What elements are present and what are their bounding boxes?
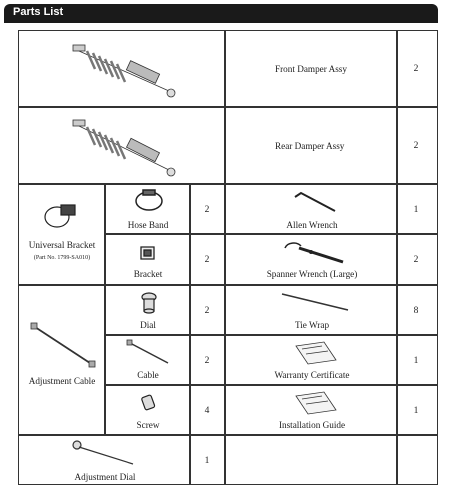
dial-cell (105, 285, 190, 335)
parts-table (18, 30, 438, 485)
adjustment-dial-illustration (71, 440, 137, 468)
universal-bracket-part-no: (Part No. 1799-SA010) (33, 255, 91, 261)
warranty-certificate-illustration (294, 340, 338, 366)
parts-list-header (4, 4, 438, 23)
cable-qty-cell (190, 335, 225, 385)
front-damper-label: Front Damper Assy (275, 64, 347, 74)
tie-wrap-qty: 8 (413, 306, 419, 316)
cable-cell (105, 335, 190, 385)
adjustment-cable-label: Adjustment Cable (28, 376, 96, 386)
screw-qty-cell (190, 385, 225, 435)
allen-wrench-label: Allen Wrench (286, 220, 338, 230)
universal-bracket-cell (18, 184, 105, 285)
spanner-wrench-qty: 2 (413, 255, 419, 265)
front-damper-qty-cell (397, 30, 438, 107)
tie-wrap-cell (225, 285, 397, 335)
warranty-qty: 1 (413, 356, 419, 366)
adjustment-cable-cell (18, 285, 105, 435)
installation-guide-cell (225, 385, 397, 435)
front-damper-qty: 2 (413, 64, 419, 74)
tie-wrap-qty-cell (397, 285, 438, 335)
adjustment-dial-qty-cell (190, 435, 225, 485)
hose-band-qty: 2 (204, 205, 210, 215)
cable-illustration (126, 339, 172, 367)
cable-label: Cable (137, 370, 159, 380)
screw-cell (105, 385, 190, 435)
spanner-wrench-qty-cell (397, 234, 438, 285)
bracket-qty-cell (190, 234, 225, 285)
adjustment-dial-qty: 1 (204, 456, 210, 466)
warranty-cell (225, 335, 397, 385)
screw-qty: 4 (204, 406, 210, 416)
installation-guide-label: Installation Guide (278, 420, 346, 430)
installation-guide-qty-cell (397, 385, 438, 435)
parts-list-title: Parts List (13, 6, 64, 18)
adjustment-dial-cell (18, 435, 190, 485)
installation-guide-qty: 1 (413, 406, 419, 416)
spanner-wrench-cell (225, 234, 397, 285)
dial-qty-cell (190, 285, 225, 335)
tie-wrap-illustration (278, 292, 352, 312)
adjustment-dial-label: Adjustment Dial (74, 472, 136, 482)
adjustment-cable-illustration (29, 321, 99, 371)
bracket-cell (105, 234, 190, 285)
rear-damper-label: Rear Damper Assy (275, 141, 345, 151)
hose-band-qty-cell (190, 184, 225, 234)
universal-bracket-illustration (41, 199, 81, 233)
bracket-qty: 2 (204, 255, 210, 265)
bracket-illustration (138, 243, 158, 263)
screw-label: Screw (136, 420, 160, 430)
warranty-qty-cell (397, 335, 438, 385)
dial-label: Dial (140, 320, 156, 330)
hose-band-cell (105, 184, 190, 234)
hose-band-illustration (133, 189, 165, 213)
allen-wrench-qty: 1 (413, 205, 419, 215)
rear-damper-image-cell (18, 107, 225, 184)
dial-illustration (140, 291, 158, 315)
empty-qty-cell (397, 435, 438, 485)
cable-qty: 2 (204, 356, 210, 366)
front-damper-name-cell (225, 30, 397, 107)
rear-damper-name-cell (225, 107, 397, 184)
rear-damper-qty-cell (397, 107, 438, 184)
allen-wrench-illustration (289, 191, 339, 215)
spanner-wrench-label: Spanner Wrench (Large) (266, 269, 358, 279)
front-damper-image-cell (18, 30, 225, 107)
universal-bracket-label: Universal Bracket (28, 240, 96, 250)
rear-damper-illustration (69, 118, 179, 178)
installation-guide-illustration (294, 390, 338, 416)
dial-qty: 2 (204, 306, 210, 316)
screw-illustration (140, 393, 158, 413)
hose-band-label: Hose Band (127, 220, 169, 230)
rear-damper-qty: 2 (413, 141, 419, 151)
allen-wrench-cell (225, 184, 397, 234)
empty-cell (225, 435, 397, 485)
bracket-label: Bracket (133, 269, 163, 279)
allen-wrench-qty-cell (397, 184, 438, 234)
front-damper-illustration (69, 43, 179, 98)
tie-wrap-label: Tie Wrap (294, 320, 330, 330)
warranty-label: Warranty Certificate (274, 370, 350, 380)
spanner-wrench-illustration (281, 238, 347, 266)
